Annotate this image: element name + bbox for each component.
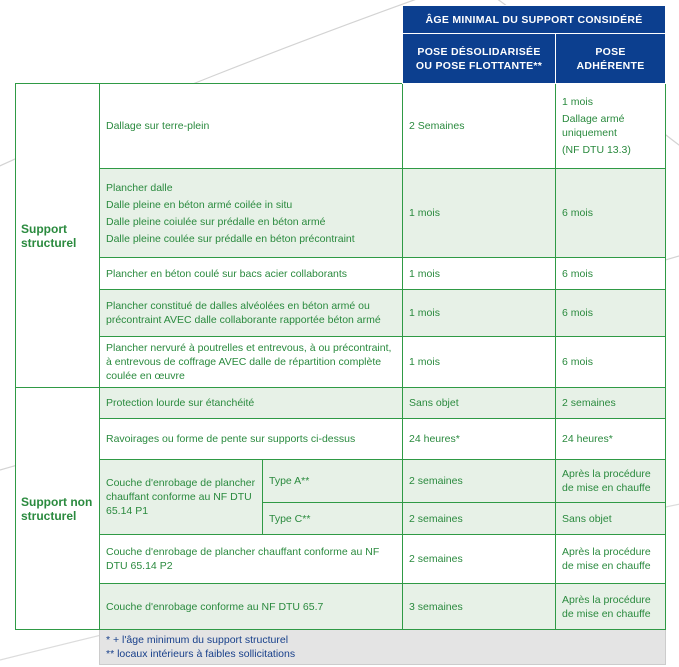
- adherent-value: Sans objet: [556, 503, 666, 535]
- adherent-value: 1 mois Dallage armé uniquement (NF DTU 13.3): [556, 84, 666, 169]
- floating-value: 3 semaines: [403, 584, 556, 630]
- floating-value: 1 mois: [403, 169, 556, 258]
- adherent-value: 24 heures*: [556, 419, 666, 460]
- row-label: Couche d'enrobage conforme au NF DTU 65.7: [100, 584, 403, 630]
- floating-value: 2 Semaines: [403, 84, 556, 169]
- header-adherent: POSE ADHÉRENTE: [556, 34, 666, 84]
- row-label: Protection lourde sur étanchéité: [100, 388, 403, 419]
- adherent-value: 6 mois: [556, 169, 666, 258]
- header-floating: POSE DÉSOLIDARISÉE OU POSE FLOTTANTE**: [403, 34, 556, 84]
- row-label: Couche d'enrobage de plancher chauffant conforme au NF DTU 65.14 P2: [100, 535, 403, 584]
- footnotes: [100, 630, 666, 665]
- adherent-value: 6 mois: [556, 258, 666, 290]
- row-sublabel: Type A**: [263, 460, 403, 503]
- row-label: Dallage sur terre-plein: [100, 84, 403, 169]
- floating-value: 1 mois: [403, 258, 556, 290]
- floating-value: 2 semaines: [403, 535, 556, 584]
- adherent-value: Après la procédure de mise en chauffe: [556, 584, 666, 630]
- floating-value: 24 heures*: [403, 419, 556, 460]
- row-sublabel: Type C**: [263, 503, 403, 535]
- footnote: * + l'âge minimum du support structurel: [106, 634, 289, 646]
- header-group: ÂGE MINIMAL DU SUPPORT CONSIDÉRÉ: [403, 6, 666, 34]
- row-label: Couche d'enrobage de plancher chauffant conforme au NF DTU 65.14 P1: [100, 460, 263, 535]
- support-age-table: [15, 5, 666, 665]
- floating-value: 1 mois: [403, 337, 556, 388]
- footnote: ** locaux intérieurs à faibles sollicitations: [106, 648, 296, 660]
- adherent-value: 2 semaines: [556, 388, 666, 419]
- adherent-value: Après la procédure de mise en chauffe: [556, 535, 666, 584]
- adherent-value: 6 mois: [556, 290, 666, 337]
- row-label: Plancher nervuré à poutrelles et entrevous, à ou précontraint, à entrevous de coffrage AVEC dalle de répartition complète coulée en œuvre: [100, 337, 403, 388]
- row-label: Plancher en béton coulé sur bacs acier collaborants: [100, 258, 403, 290]
- floating-value: 1 mois: [403, 290, 556, 337]
- floating-value: 2 semaines: [403, 460, 556, 503]
- row-label: Plancher constitué de dalles alvéolées en béton armé ou précontraint AVEC dalle collaborante rapportée béton armé: [100, 290, 403, 337]
- row-label: Plancher dalle Dalle pleine en béton armé coilée in situ Dalle pleine coiulée sur prédalle en béton armé Dalle pleine coulée sur prédalle en béton précontraint: [100, 169, 403, 258]
- adherent-value: 6 mois: [556, 337, 666, 388]
- floating-value: Sans objet: [403, 388, 556, 419]
- floating-value: 2 semaines: [403, 503, 556, 535]
- adherent-value: Après la procédure de mise en chauffe: [556, 460, 666, 503]
- row-label: Ravoirages ou forme de pente sur supports ci-dessus: [100, 419, 403, 460]
- category-non-structural: Support non structurel: [16, 388, 100, 630]
- category-structural: Support structurel: [16, 84, 100, 388]
